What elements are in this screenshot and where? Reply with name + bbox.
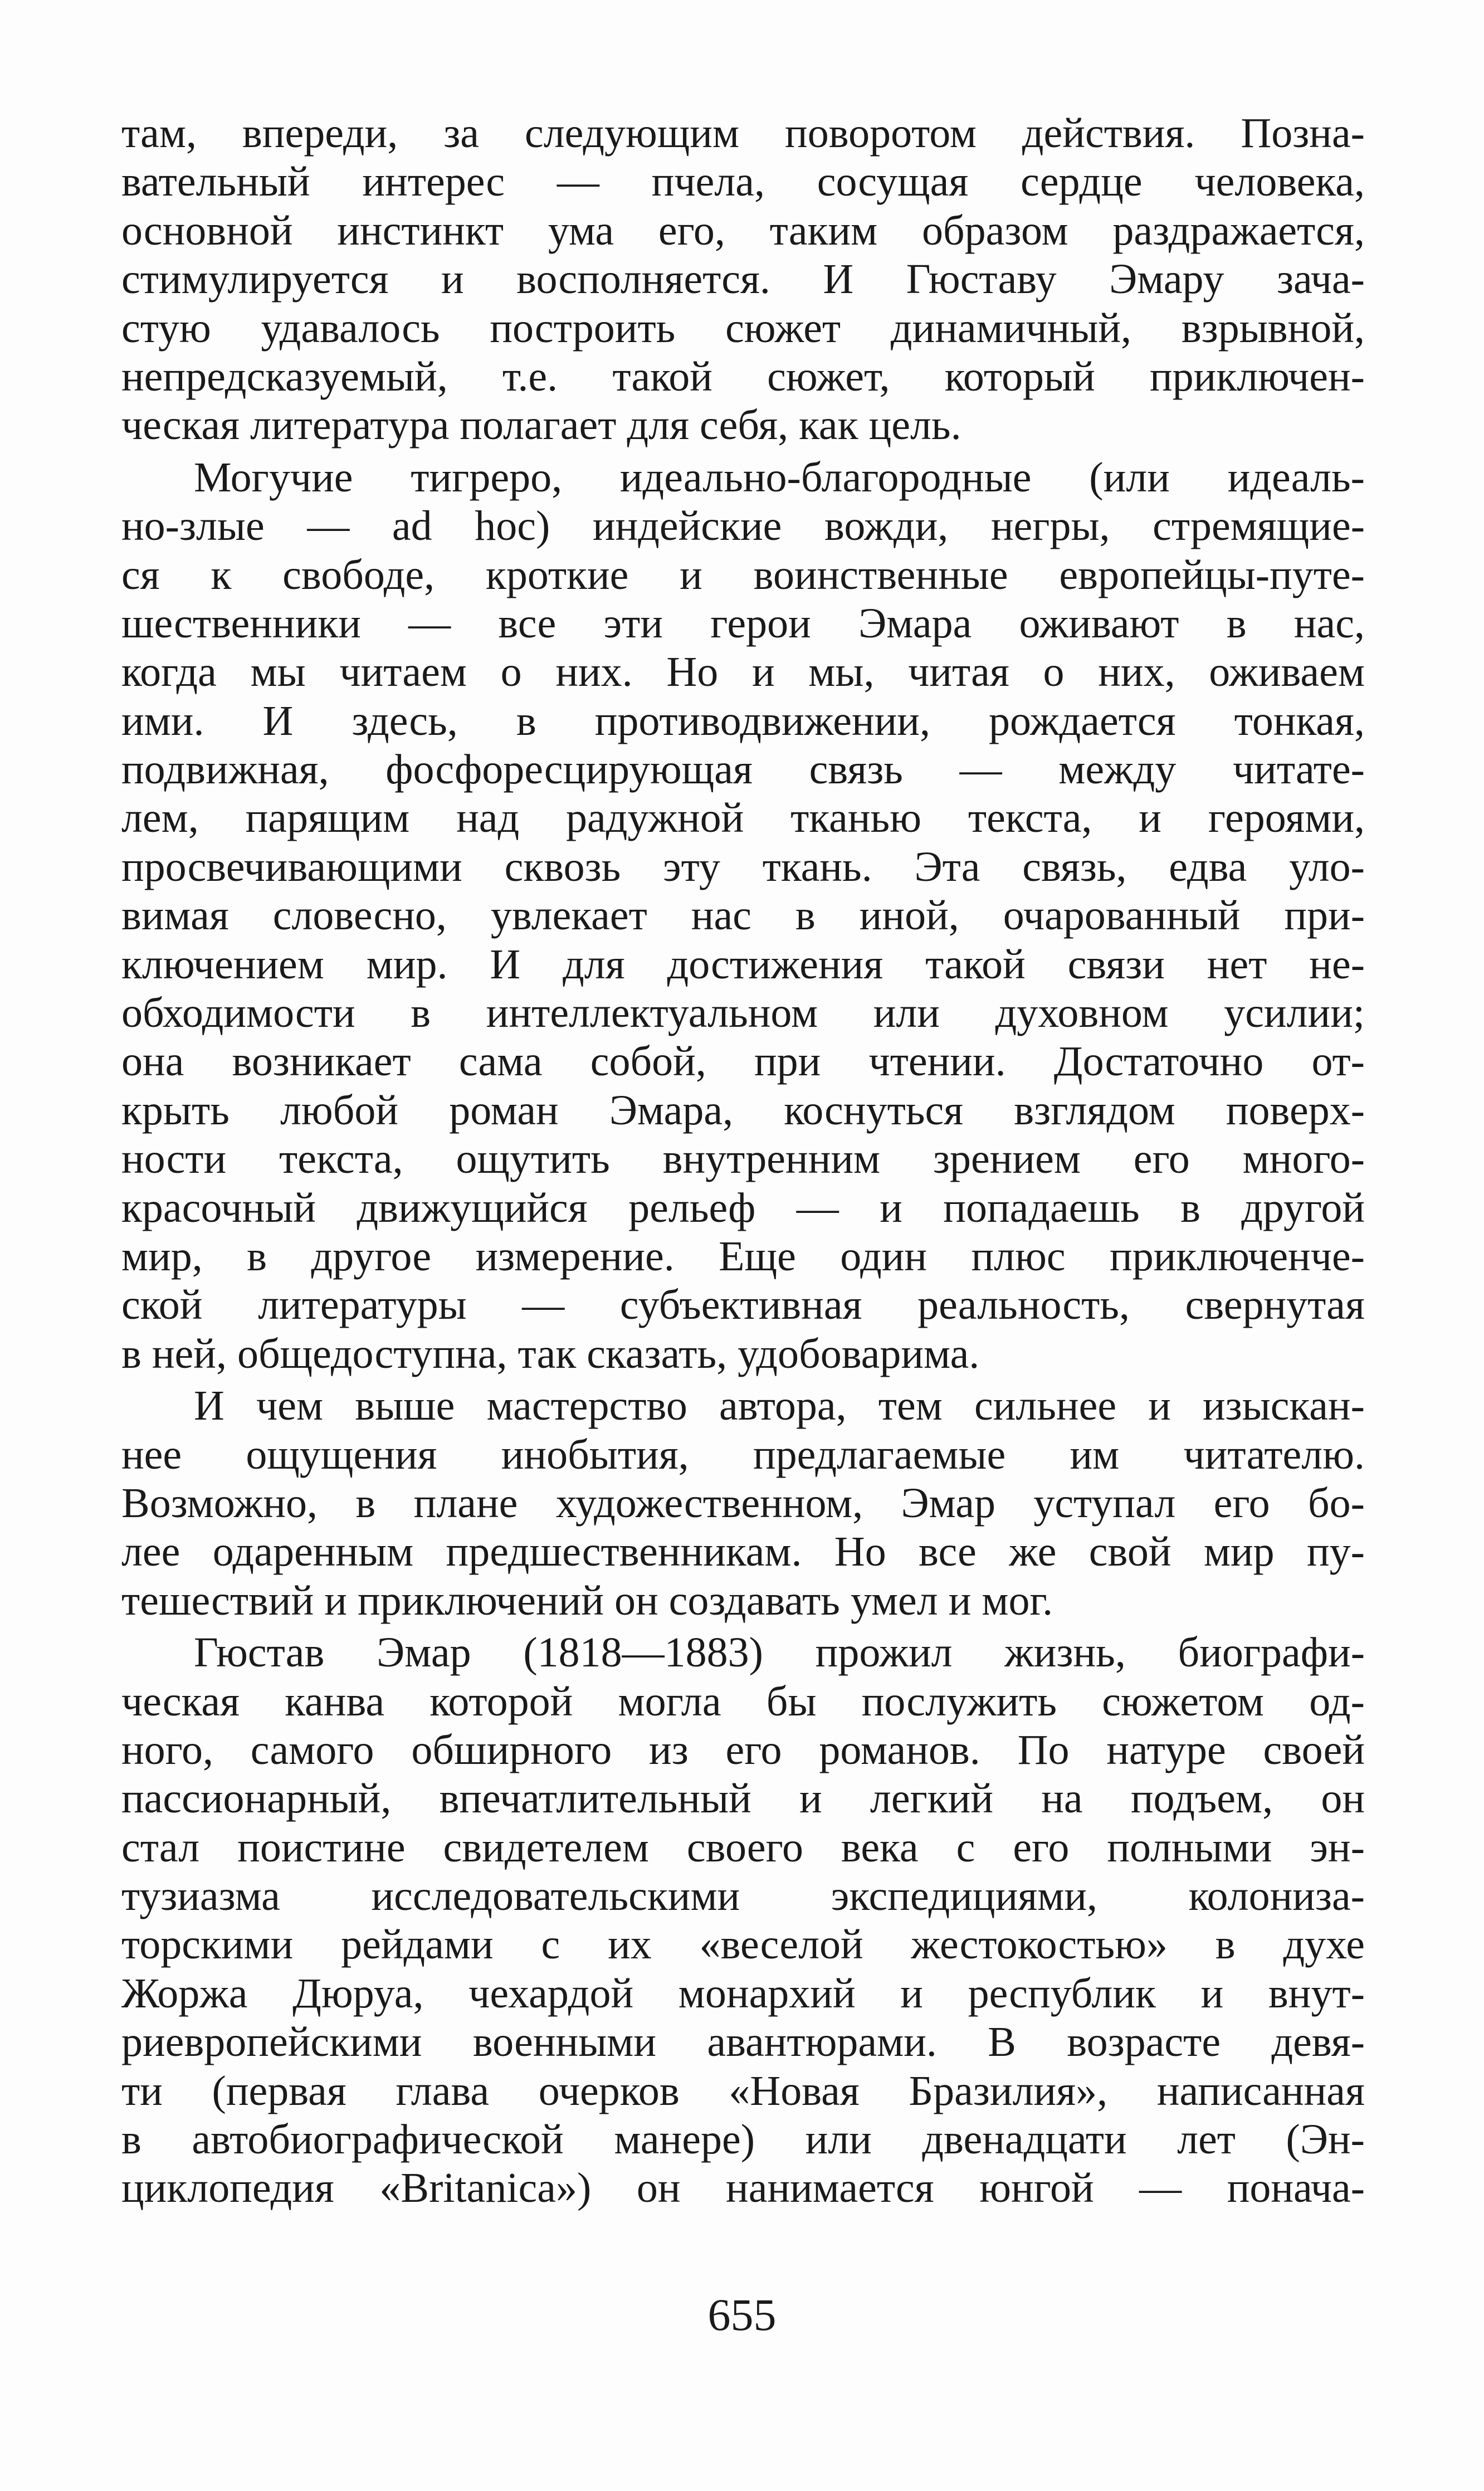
text-line: ти (первая глава очерков «Новая Бразилия», написанная (121, 2067, 1365, 2114)
text-line: шественники — все эти герои Эмара оживают в нас, (121, 599, 1365, 647)
text-line: ческая литература полагает для себя, как цель. (121, 402, 961, 449)
paragraph (121, 1629, 1365, 2213)
text-line: ими. И здесь, в противодвижении, рождается тонкая, (121, 697, 1365, 744)
body-text (121, 109, 1365, 2213)
text-line: циклопедия «Britanica») он нанимается юнгой — понача- (121, 2165, 1365, 2212)
text-line: Могучие тигреро, идеально-благородные (или идеаль- (194, 454, 1365, 501)
text-line: стал поистине свидетелем своего века с его полными эн- (121, 1824, 1365, 1871)
text-line: ного, самого обширного из его романов. По натуре своей (121, 1726, 1365, 1773)
text-line: лем, парящим над радужной тканью текста, и героями, (121, 794, 1365, 842)
text-line: когда мы читаем о них. Но и мы, читая о них, оживаем (121, 649, 1365, 696)
text-line: нее ощущения инобытия, предлагаемые им читателю. (121, 1431, 1365, 1478)
text-line: Жоржа Дюруа, чехардой монархий и республик и внут- (121, 1970, 1365, 2017)
text-line: ческая канва которой могла бы послужить сюжетом од- (121, 1678, 1365, 1725)
text-line: тузиазма исследовательскими экспедициями, колониза- (121, 1873, 1365, 1920)
text-line: там, впереди, за следующим поворотом действия. Позна- (121, 110, 1365, 157)
text-line: ности текста, ощутить внутренним зрением его много- (121, 1135, 1365, 1183)
text-line: И чем выше мастерство автора, тем сильнее и изыскан- (194, 1382, 1365, 1430)
text-line: стую удавалось построить сюжет динамичный, взрывной, (121, 304, 1365, 352)
text-line: подвижная, фосфоресцирующая связь — между читате- (121, 746, 1365, 793)
text-line: ключением мир. И для достижения такой связи нет не- (121, 940, 1365, 988)
text-line: ской литературы — субъективная реальность, свернутая (121, 1281, 1365, 1329)
text-line: красочный движущийся рельеф — и попадаешь в другой (121, 1184, 1365, 1231)
text-line: но-злые — ad hoc) индейские вожди, негры, стремящие- (121, 503, 1365, 550)
text-line: непредсказуемый, т.е. такой сюжет, который приключен- (121, 353, 1365, 400)
text-line: вательный интерес — пчела, сосущая сердце человека, (121, 158, 1365, 206)
page-number: 655 (707, 2289, 777, 2340)
text-line: торскими рейдами с их «веселой жестокостью» в духе (121, 1921, 1365, 1968)
text-line: она возникает сама собой, при чтении. Достаточно от- (121, 1038, 1365, 1085)
text-line: просвечивающими сквозь эту ткань. Эта связь, едва уло- (121, 843, 1365, 890)
text-line: в ней, общедоступна, так сказать, удобоварима. (121, 1330, 980, 1377)
text-line: мир, в другое измерение. Еще один плюс приключенче- (121, 1232, 1365, 1280)
text-line: Возможно, в плане художественном, Эмар уступал его бо- (121, 1479, 1365, 1527)
text-line: основной инстинкт ума его, таким образом раздражается, (121, 207, 1365, 254)
text-line: тешествий и приключений он создавать умел и мог. (121, 1577, 1053, 1624)
text-line: Гюстав Эмар (1818—1883) прожил жизнь, биографи- (194, 1629, 1365, 1676)
text-line: вимая словесно, увлекает нас в иной, очарованный при- (121, 892, 1365, 939)
text-line: лее одаренным предшественникам. Но все же свой мир пу- (121, 1528, 1365, 1576)
paragraph (121, 109, 1365, 450)
paragraph (121, 454, 1365, 1378)
text-line: стимулируется и восполняется. И Гюставу Эмару зача- (121, 256, 1365, 303)
paragraph (121, 1382, 1365, 1625)
text-line: ся к свободе, кроткие и воинственные европейцы-путе- (121, 551, 1365, 598)
text-line: риевропейскими военными авантюрами. В возрасте девя- (121, 2019, 1365, 2066)
text-line: обходимости в интеллектуальном или духовном усилии; (121, 989, 1365, 1037)
text-line: пассионарный, впечатлительный и легкий на подъем, он (121, 1775, 1365, 1822)
text-line: в автобиографической манере) или двенадцати лет (Эн- (121, 2116, 1365, 2163)
text-line: крыть любой роман Эмара, коснуться взглядом поверх- (121, 1086, 1365, 1134)
